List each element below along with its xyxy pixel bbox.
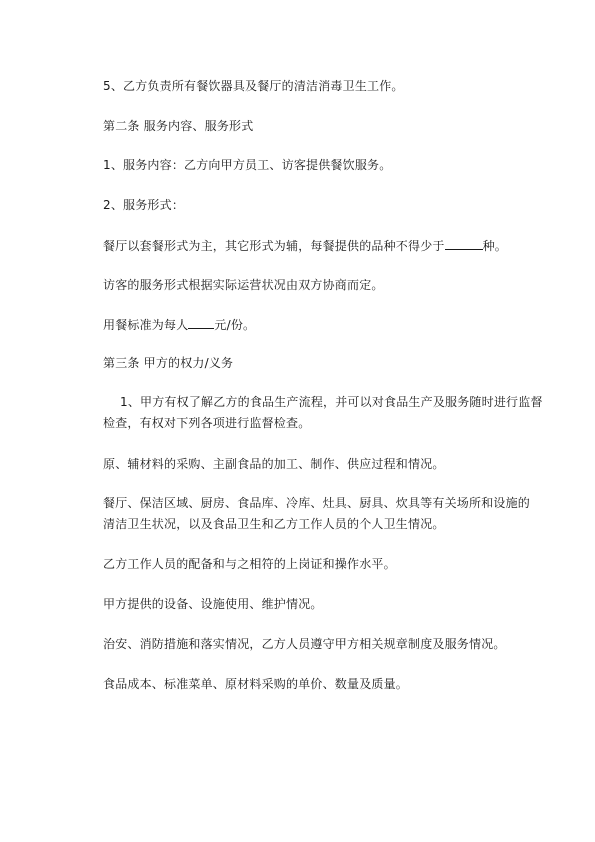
paragraph-procurement: 原、辅材料的采购、主副食品的加工、制作、供应过程和情况。 xyxy=(103,457,445,471)
paragraph-visitor-service: 访客的服务形式根据实际运营状况由双方协商而定。 xyxy=(103,278,384,292)
paragraph-meal-varieties xyxy=(103,238,507,253)
paragraph-staffing: 乙方工作人员的配备和与之相符的上岗证和操作水平。 xyxy=(103,557,396,571)
meal-standard-text-before: 用餐标准为每人 xyxy=(103,318,189,332)
meal-varieties-text-before: 餐厅以套餐形式为主，其它形式为辅，每餐提供的品种不得少于 xyxy=(103,239,445,253)
paragraph-right-to-supervise-line2: 检查，有权对下列各项进行监督检查。 xyxy=(103,416,311,430)
paragraph-security: 治安、消防措施和落实情况，乙方人员遵守甲方相关规章制度及服务情况。 xyxy=(103,637,506,651)
paragraph-equipment: 甲方提供的设备、设施使用、维护情况。 xyxy=(103,597,323,611)
fill-in-blank-varieties[interactable] xyxy=(445,238,483,250)
article-2-heading: 第二条 服务内容、服务形式 xyxy=(103,119,254,133)
meal-standard-text-after: 元/份。 xyxy=(214,318,256,332)
paragraph-right-to-supervise-line1: 1、甲方有权了解乙方的食品生产流程，并可以对食品生产及服务随时进行监督 xyxy=(120,395,543,409)
paragraph-service-form: 2、服务形式： xyxy=(103,198,185,212)
meal-varieties-text-after: 种。 xyxy=(482,239,508,253)
paragraph-meal-standard xyxy=(103,317,255,332)
paragraph-item-5: 5、乙方负责所有餐饮器具及餐厅的清洁消毒卫生工作。 xyxy=(103,79,404,93)
paragraph-hygiene-line1: 餐厅、保洁区域、厨房、食品库、冷库、灶具、厨具、炊具等有关场所和设施的 xyxy=(103,496,531,510)
fill-in-blank-price[interactable] xyxy=(188,317,214,329)
paragraph-service-content: 1、服务内容：乙方向甲方员工、访客提供餐饮服务。 xyxy=(103,158,392,172)
article-3-heading: 第三条 甲方的权力/义务 xyxy=(103,356,234,370)
paragraph-hygiene-line2: 清洁卫生状况，以及食品卫生和乙方工作人员的个人卫生情况。 xyxy=(103,517,445,531)
paragraph-food-cost: 食品成本、标准菜单、原材料采购的单价、数量及质量。 xyxy=(103,677,409,691)
